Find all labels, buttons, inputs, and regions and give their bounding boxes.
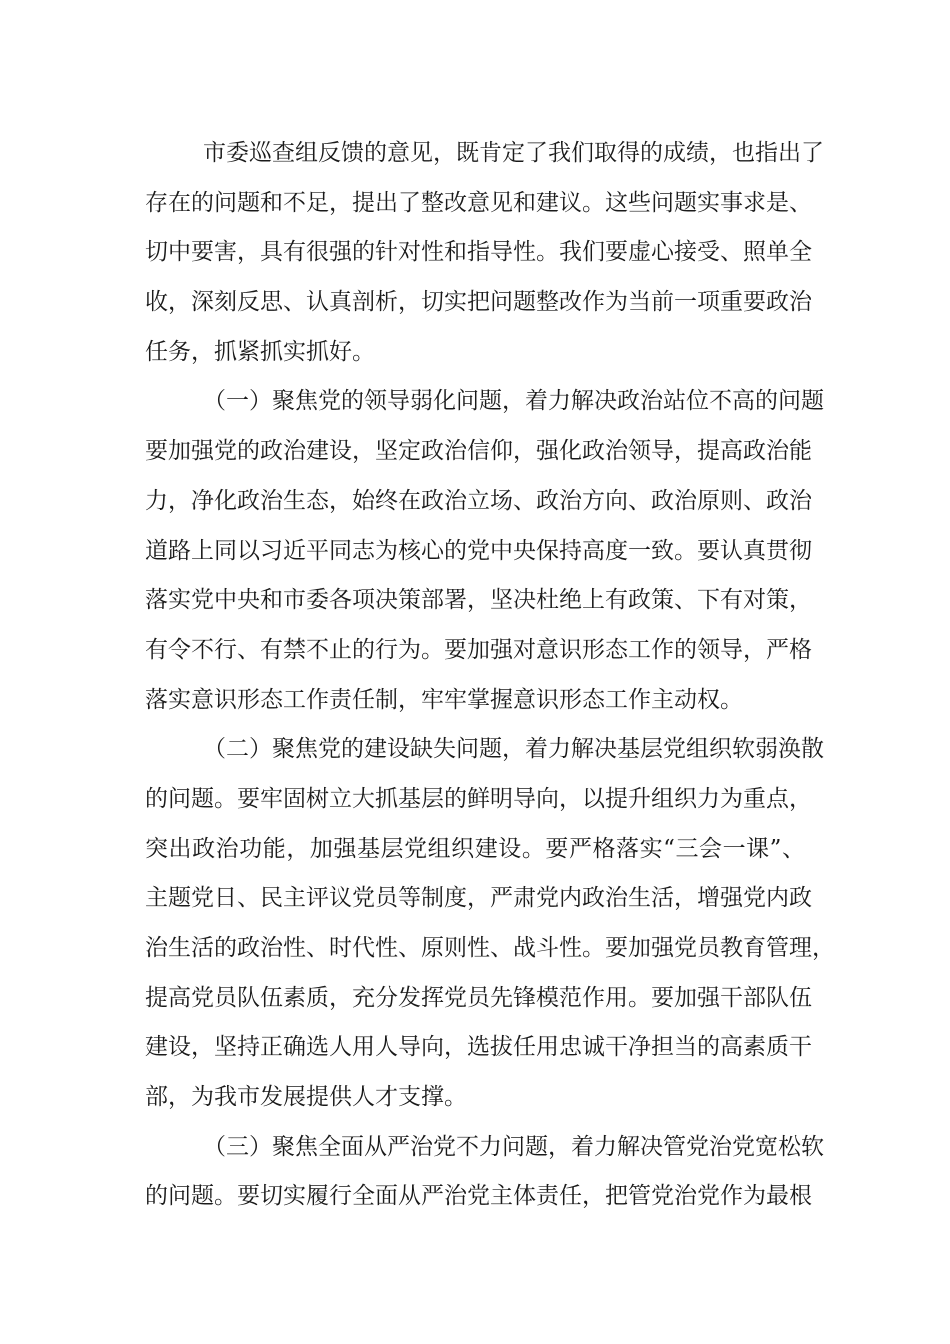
- text-line: 落实党中央和市委各项决策部署，坚决杜绝上有政策、下有对策，: [145, 587, 812, 614]
- text-line: 主题党日、民主评议党员等制度，严肃党内政治生活，增强党内政: [145, 885, 812, 912]
- text-line: 提高党员队伍素质，充分发挥党员先锋模范作用。要加强干部队伍: [145, 984, 812, 1011]
- text-line: 部，为我市发展提供人才支撑。: [145, 1084, 467, 1111]
- document-body: [145, 129, 835, 1222]
- text-line: 力，净化政治生态，始终在政治立场、政治方向、政治原则、政治: [145, 487, 812, 514]
- paragraph-section-1: [145, 377, 824, 725]
- text-line: 市委巡查组反馈的意见，既肯定了我们取得的成绩，也指出了: [203, 140, 824, 166]
- text-line: 建设，坚持正确选人用人导向，选拔任用忠诚干净担当的高素质干: [145, 1034, 812, 1061]
- text-line: 有令不行、有禁不止的行为。要加强对意识形态工作的领导，严格: [145, 636, 812, 663]
- text-line: 道路上同以习近平同志为核心的党中央保持高度一致。要认真贯彻: [145, 537, 812, 564]
- text-line: 治生活的政治性、时代性、原则性、战斗性。要加强党员教育管理，: [145, 935, 835, 961]
- section-heading-line: （二）聚焦党的建设缺失问题，着力解决基层党组织软弱涣散: [203, 736, 824, 763]
- text-line: 的问题。要切实履行全面从严治党主体责任，把管党治党作为最根: [145, 1183, 812, 1210]
- text-line: 的问题。要牢固树立大抓基层的鲜明导向，以提升组织力为重点，: [145, 785, 812, 812]
- text-line: 突出政治功能，加强基层党组织建设。要严格落实“三会一课”、: [145, 835, 805, 862]
- text-line: 落实意识形态工作责任制，牢牢掌握意识形态工作主动权。: [145, 686, 743, 713]
- section-heading-line: （一）聚焦党的领导弱化问题，着力解决政治站位不高的问题: [203, 388, 824, 415]
- paragraph-intro: [145, 129, 824, 377]
- paragraph-section-2: [145, 725, 835, 1123]
- text-line: 任务，抓紧抓实抓好。: [145, 338, 375, 365]
- text-line: 要加强党的政治建设，坚定政治信仰，强化政治领导，提高政治能: [145, 438, 812, 465]
- text-line: 存在的问题和不足，提出了整改意见和建议。这些问题实事求是、: [145, 189, 812, 216]
- paragraph-section-3: [145, 1123, 824, 1222]
- text-line: 收，深刻反思、认真剖析，切实把问题整改作为当前一项重要政治: [145, 289, 812, 316]
- section-heading-line: （三）聚焦全面从严治党不力问题，着力解决管党治党宽松软: [203, 1133, 824, 1160]
- text-line: 切中要害，具有很强的针对性和指导性。我们要虚心接受、照单全: [145, 239, 812, 266]
